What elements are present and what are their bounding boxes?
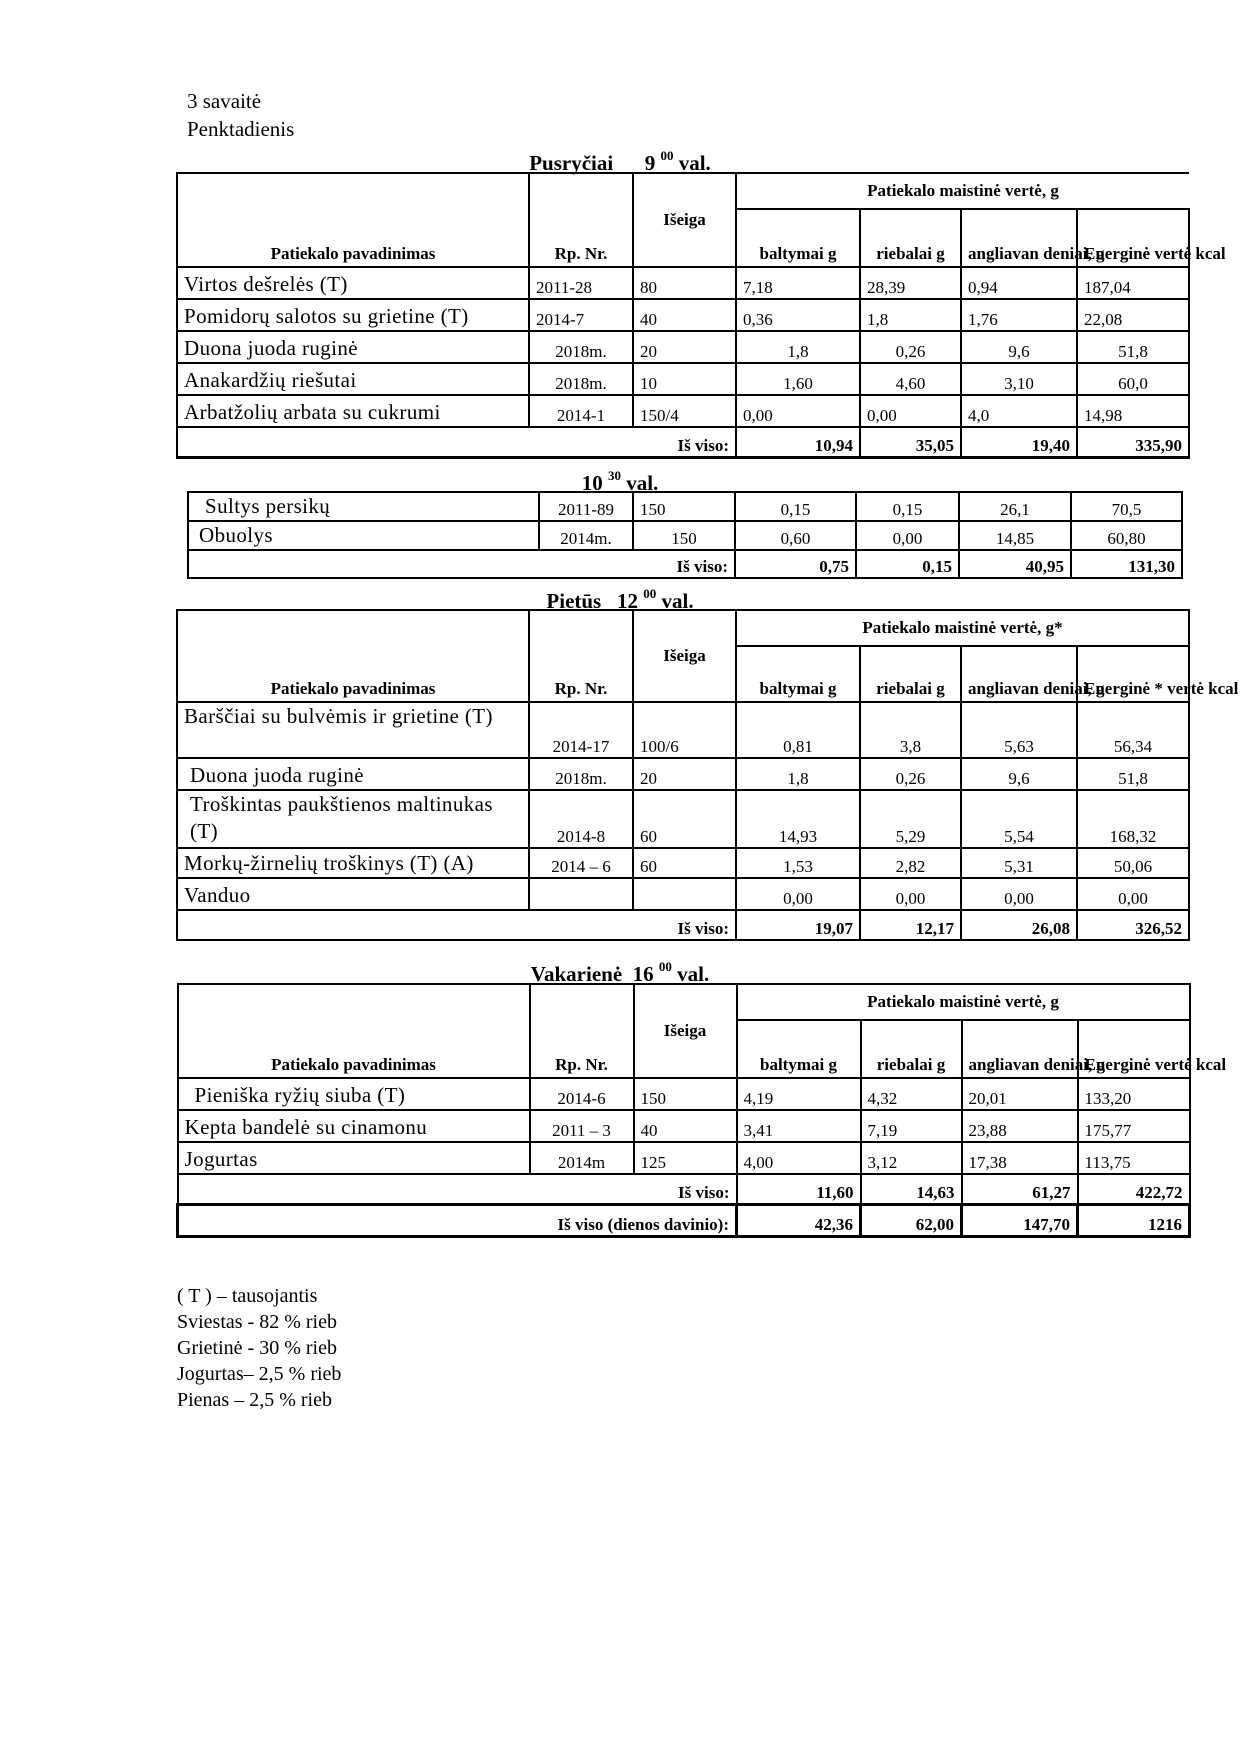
protein-value: 1,53 (736, 848, 860, 878)
total-protein: 0,75 (735, 550, 856, 578)
lunch-time: 12 (616, 589, 638, 613)
breakfast-title (0, 146, 1240, 175)
fat-value: 0,00 (856, 521, 959, 550)
protein-value: 4,00 (737, 1142, 861, 1174)
recipe-number (529, 878, 633, 910)
col-header-carbs: angliavan deniai, g (961, 209, 1077, 267)
protein-value: 3,41 (737, 1110, 861, 1142)
carbs-value: 26,1 (959, 492, 1071, 521)
col-header-fat: riebalai g (860, 209, 961, 267)
total-row (188, 550, 1182, 578)
table-row (177, 299, 1189, 331)
protein-value: 4,19 (737, 1078, 861, 1110)
col-header-rp: Rp. Nr. (529, 610, 633, 702)
carbs-value: 0,00 (961, 878, 1077, 910)
protein-value: 0,36 (736, 299, 860, 331)
snack-time-minutes: 30 (607, 468, 621, 483)
table-row (178, 1110, 1190, 1142)
carbs-value: 5,31 (961, 848, 1077, 878)
carbs-value: 0,94 (961, 267, 1077, 299)
yield-value: 150 (634, 1078, 737, 1110)
dinner-time-suffix: val. (677, 962, 710, 986)
carbs-value: 14,85 (959, 521, 1071, 550)
protein-value: 0,60 (735, 521, 856, 550)
carbs-value: 20,01 (962, 1078, 1078, 1110)
table-row (178, 1078, 1190, 1110)
lunch-time-minutes: 00 (643, 586, 657, 601)
lunch-table (176, 609, 1239, 941)
yield-value (633, 878, 736, 910)
total-row (178, 1174, 1190, 1204)
total-fat: 14,63 (861, 1174, 962, 1204)
recipe-number: 2018m. (529, 758, 633, 790)
table-row (177, 395, 1189, 427)
yield-value: 60 (633, 790, 736, 848)
col-header-name: Patiekalo pavadinimas (177, 173, 529, 267)
col-header-name: Patiekalo pavadinimas (178, 984, 530, 1078)
dish-name: Troškintas paukštienos maltinukas (T) (177, 790, 529, 848)
col-header-energy: Energinė vertė kcal (1077, 209, 1189, 267)
yield-value: 125 (634, 1142, 737, 1174)
day-total-label: Iš viso (dienos davinio): (178, 1204, 737, 1236)
table-row (177, 267, 1189, 299)
dish-name: Kepta bandelė su cinamonu (178, 1110, 530, 1142)
fat-value: 0,26 (860, 758, 961, 790)
carbs-value: 5,54 (961, 790, 1077, 848)
energy-value: 133,20 (1078, 1078, 1190, 1110)
yield-value: 60 (633, 848, 736, 878)
dinner-title (0, 957, 1240, 986)
yield-value: 10 (633, 363, 736, 395)
lunch-time-suffix: val. (661, 589, 694, 613)
yield-value: 150/4 (633, 395, 736, 427)
total-fat: 35,05 (860, 427, 961, 457)
fat-value: 5,29 (860, 790, 961, 848)
carbs-value: 5,63 (961, 702, 1077, 758)
fat-value: 4,60 (860, 363, 961, 395)
protein-value: 0,00 (736, 878, 860, 910)
yield-value: 40 (633, 299, 736, 331)
recipe-number: 2011 – 3 (530, 1110, 634, 1142)
table-row (177, 790, 1189, 848)
recipe-number: 2014-7 (529, 299, 633, 331)
energy-value: 175,77 (1078, 1110, 1190, 1142)
total-energy: 335,90 (1077, 427, 1189, 457)
recipe-number: 2014m (530, 1142, 634, 1174)
dinner-table (176, 983, 1227, 1238)
col-header-rp: Rp. Nr. (529, 173, 633, 267)
recipe-number: 2014 – 6 (529, 848, 633, 878)
carbs-value: 3,10 (961, 363, 1077, 395)
dish-name: Barščiai su bulvėmis ir grietine (T) (177, 702, 529, 758)
day-label: Penktadienis (187, 117, 295, 141)
carbs-value: 4,0 (961, 395, 1077, 427)
table-row (177, 878, 1189, 910)
total-label: Iš viso: (178, 1174, 737, 1204)
col-header-protein: baltymai g (736, 646, 860, 702)
dish-name: Pomidorų salotos su grietine (T) (177, 299, 529, 331)
energy-value: 51,8 (1077, 331, 1189, 363)
snack-time-suffix: val. (626, 471, 659, 495)
dish-name: Duona juoda ruginė (177, 758, 529, 790)
total-energy: 131,30 (1071, 550, 1182, 578)
energy-value: 0,00 (1077, 878, 1189, 910)
table-row (188, 492, 1182, 521)
col-header-carbs: angliavan deniai, g (962, 1020, 1078, 1078)
footnote-tausojantis: ( T ) – tausojantis (177, 1285, 318, 1307)
energy-value: 14,98 (1077, 395, 1189, 427)
total-carbs: 19,40 (961, 427, 1077, 457)
fat-value: 1,8 (860, 299, 961, 331)
energy-value: 187,04 (1077, 267, 1189, 299)
carbs-value: 9,6 (961, 331, 1077, 363)
recipe-number: 2014-6 (530, 1078, 634, 1110)
breakfast-title-text: Pusryčiai (529, 151, 614, 175)
yield-value: 100/6 (633, 702, 736, 758)
dish-name: Obuolys (188, 521, 539, 550)
energy-value: 51,8 (1077, 758, 1189, 790)
total-carbs: 61,27 (962, 1174, 1078, 1204)
total-protein: 19,07 (736, 910, 860, 940)
recipe-number: 2011-89 (539, 492, 633, 521)
table-row (178, 1142, 1190, 1174)
energy-value: 22,08 (1077, 299, 1189, 331)
yield-value: 20 (633, 331, 736, 363)
col-header-protein: baltymai g (737, 1020, 861, 1078)
protein-value: 0,15 (735, 492, 856, 521)
fat-value: 7,19 (861, 1110, 962, 1142)
breakfast-table (176, 172, 1226, 459)
table-row (177, 702, 1189, 758)
footnote-jogurtas: Jogurtas– 2,5 % rieb (177, 1363, 342, 1385)
protein-value: 0,81 (736, 702, 860, 758)
day-total-row (178, 1204, 1190, 1236)
dish-name: Morkų-žirnelių troškinys (T) (A) (177, 848, 529, 878)
recipe-number: 2014-1 (529, 395, 633, 427)
energy-value: 113,75 (1078, 1142, 1190, 1174)
lunch-title-text: Pietūs (546, 589, 602, 613)
col-header-fat: riebalai g (860, 646, 961, 702)
yield-value: 150 (633, 521, 735, 550)
yield-value: 20 (633, 758, 736, 790)
col-header-energy: Energinė * vertė kcal (1077, 646, 1189, 702)
dinner-time-minutes: 00 (658, 959, 672, 974)
col-header-nutrition: Patiekalo maistinė vertė, g (737, 984, 1190, 1020)
total-protein: 10,94 (736, 427, 860, 457)
col-header-carbs: angliavan deniai, g (961, 646, 1077, 702)
breakfast-time-suffix: val. (678, 151, 711, 175)
col-header-fat: riebalai g (861, 1020, 962, 1078)
yield-value: 40 (634, 1110, 737, 1142)
dish-name: Duona juoda ruginė (177, 331, 529, 363)
footnote-grietine: Grietinė - 30 % rieb (177, 1337, 337, 1359)
fat-value: 0,00 (860, 395, 961, 427)
dish-name: Anakardžių riešutai (177, 363, 529, 395)
col-header-yield: Išeiga (633, 173, 736, 267)
fat-value: 0,00 (860, 878, 961, 910)
col-header-energy: Energinė vertė kcal (1078, 1020, 1190, 1078)
energy-value: 50,06 (1077, 848, 1189, 878)
yield-value: 80 (633, 267, 736, 299)
protein-value: 1,60 (736, 363, 860, 395)
protein-value: 1,8 (736, 758, 860, 790)
table-row (177, 363, 1189, 395)
table-row (177, 331, 1189, 363)
col-header-yield: Išeiga (634, 984, 737, 1078)
col-header-protein: baltymai g (736, 209, 860, 267)
dish-name: Sultys persikų (188, 492, 539, 521)
energy-value: 56,34 (1077, 702, 1189, 758)
col-header-nutrition: Patiekalo maistinė vertė, g (736, 173, 1189, 209)
energy-value: 168,32 (1077, 790, 1189, 848)
dish-name: Arbatžolių arbata su cukrumi (177, 395, 529, 427)
total-energy: 422,72 (1078, 1174, 1190, 1204)
day-total-protein: 42,36 (737, 1204, 861, 1236)
total-label: Iš viso: (177, 427, 736, 457)
carbs-value: 17,38 (962, 1142, 1078, 1174)
recipe-number: 2014-17 (529, 702, 633, 758)
total-row (177, 427, 1189, 457)
col-header-rp: Rp. Nr. (530, 984, 634, 1078)
total-energy: 326,52 (1077, 910, 1189, 940)
recipe-number: 2018m. (529, 331, 633, 363)
fat-value: 3,8 (860, 702, 961, 758)
energy-value: 60,80 (1071, 521, 1182, 550)
protein-value: 14,93 (736, 790, 860, 848)
carbs-value: 23,88 (962, 1110, 1078, 1142)
protein-value: 1,8 (736, 331, 860, 363)
total-fat: 0,15 (856, 550, 959, 578)
dish-name: Virtos dešrelės (T) (177, 267, 529, 299)
total-protein: 11,60 (737, 1174, 861, 1204)
fat-value: 0,26 (860, 331, 961, 363)
dish-name: Jogurtas (178, 1142, 530, 1174)
carbs-value: 1,76 (961, 299, 1077, 331)
dinner-title-text: Vakarienė (530, 962, 623, 986)
carbs-value: 9,6 (961, 758, 1077, 790)
dish-name: Vanduo (177, 878, 529, 910)
recipe-number: 2014m. (539, 521, 633, 550)
table-row (188, 521, 1182, 550)
protein-value: 0,00 (736, 395, 860, 427)
dish-name: Pieniška ryžių siuba (T) (178, 1078, 530, 1110)
col-header-yield: Išeiga (633, 610, 736, 702)
fat-value: 0,15 (856, 492, 959, 521)
week-label: 3 savaitė (187, 89, 262, 113)
total-carbs: 40,95 (959, 550, 1071, 578)
total-row (177, 910, 1189, 940)
fat-value: 2,82 (860, 848, 961, 878)
recipe-number: 2018m. (529, 363, 633, 395)
col-header-name: Patiekalo pavadinimas (177, 610, 529, 702)
snack-table (187, 491, 1183, 579)
dinner-time: 16 (632, 962, 654, 986)
footnotes (177, 1283, 341, 1413)
protein-value: 7,18 (736, 267, 860, 299)
breakfast-time: 9 (644, 151, 656, 175)
total-label: Iš viso: (177, 910, 736, 940)
fat-value: 4,32 (861, 1078, 962, 1110)
recipe-number: 2011-28 (529, 267, 633, 299)
snack-time: 10 (581, 471, 603, 495)
total-carbs: 26,08 (961, 910, 1077, 940)
energy-value: 70,5 (1071, 492, 1182, 521)
day-total-fat: 62,00 (861, 1204, 962, 1236)
recipe-number: 2014-8 (529, 790, 633, 848)
col-header-nutrition: Patiekalo maistinė vertė, g* (736, 610, 1189, 646)
day-total-carbs: 147,70 (962, 1204, 1078, 1236)
fat-value: 3,12 (861, 1142, 962, 1174)
energy-value: 60,0 (1077, 363, 1189, 395)
footnote-sviestas: Sviestas - 82 % rieb (177, 1311, 337, 1333)
table-row (177, 758, 1189, 790)
table-row (177, 848, 1189, 878)
day-total-energy: 1216 (1078, 1204, 1190, 1236)
total-label: Iš viso: (188, 550, 735, 578)
footnote-pienas: Pienas – 2,5 % rieb (177, 1389, 332, 1411)
total-fat: 12,17 (860, 910, 961, 940)
yield-value: 150 (633, 492, 735, 521)
breakfast-time-minutes: 00 (660, 148, 674, 163)
fat-value: 28,39 (860, 267, 961, 299)
